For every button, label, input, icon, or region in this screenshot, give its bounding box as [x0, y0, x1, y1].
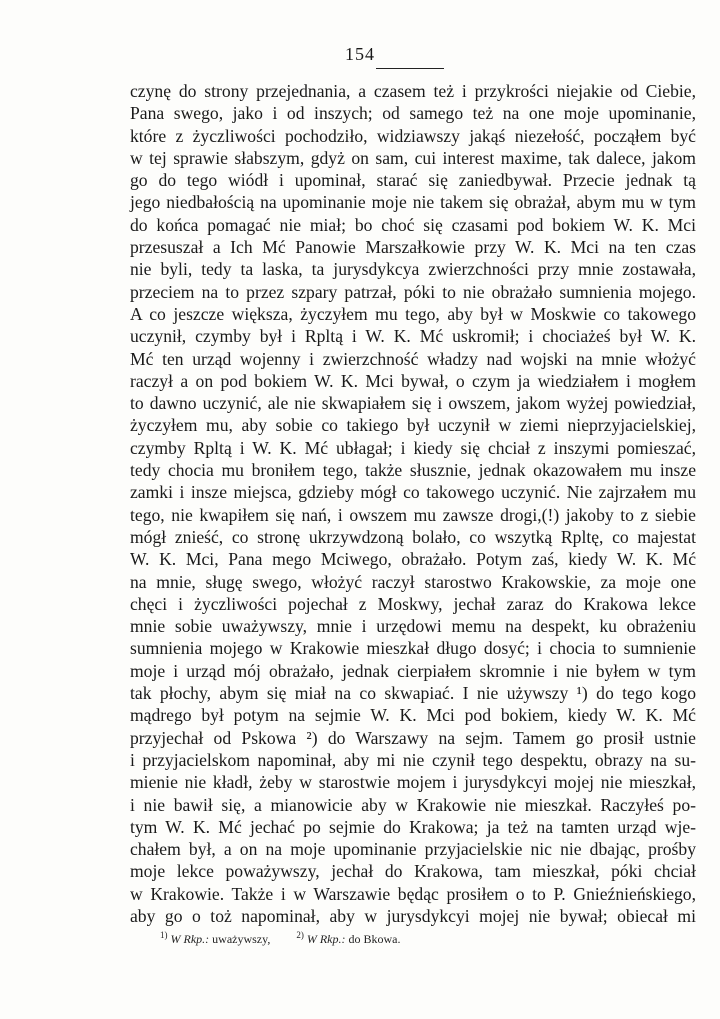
- text-line: mnie sobie uważywszy, mnie i urzędowi memu na despekt, ku obrażeniu: [130, 616, 696, 637]
- text-line: aby go o toż napominał, aby w jurysdykcyi mojej nie bywał; obiecał mi: [130, 905, 696, 926]
- text-line: go do tego wiódł i upominał, starać się zaniedbywał. Przecie jednak tą: [130, 170, 696, 191]
- text-line: chęci i życzliwości pojechał z Moskwy, jechał zaraz do Krakowa lekce: [130, 593, 696, 614]
- text-line: moje i urząd mój obrażało, jednak cierpiałem skromnie i nie byłem w tym: [130, 660, 696, 681]
- text-line: i przyjacielskom napominał, aby mi nie czynił tego despektu, obrazy na su-: [130, 749, 696, 770]
- text-line: życzyłem mu, aby sobie co takiego był uczynił w ziemi nieprzyjacielskiej,: [130, 415, 696, 436]
- text-line: nie byli, tedy ta laska, ta jurysdykcya zwierzchności przy mnie zostawała,: [130, 259, 696, 280]
- text-line: Mć ten urząd wojenny i zwierzchność władzy nad wojski na mnie włożyć: [130, 348, 696, 369]
- text-line: przesuszał a Ich Mć Panowie Marszałkowie przy W. K. Mci na ten czas: [130, 237, 696, 258]
- text-line: tego, nie kwapiłem się nań, i owszem mu zawsze drogi,(!) jakoby to z siebie: [130, 504, 696, 525]
- footnote-1: [160, 932, 273, 946]
- text-line: i nie bawił się, a mianowicie aby w Krakowie nie mieszkał. Raczyłeś po-: [130, 794, 696, 815]
- text-line: w Krakowie. Także i w Warszawie będąc prosiłem o to P. Gnieźnieńskiego,: [130, 883, 696, 904]
- body-text: [130, 80, 696, 927]
- text-line: mógł znieść, co stronę ukrzywdzoną bolało, co wszytką Rpltę, co majestat: [130, 526, 696, 547]
- text-line: chałem był, a on na moje upominanie przyjacielskie nic nie dbając, prośby: [130, 839, 696, 860]
- text-line: na mnie, sługę swego, włożyć raczył starostwo Krakowskie, za moje one: [130, 571, 696, 592]
- text-line: A co jeszcze większa, życzyłem mu tego, aby był w Moskwie co takowego: [130, 303, 696, 324]
- footnote-1-marker: 1): [160, 930, 168, 940]
- text-line: przyjechał od Pskowa ²) do Warszawy na sejm. Tamem go prosił ustnie: [130, 727, 696, 748]
- text-line: do końca pomagać nie miał; bo choć się czasami pod bokiem W. K. Mci: [130, 214, 696, 235]
- text-line: mienie nie kładł, żeby w starostwie mojem i jurysdykcyi mojej nie mieszkał,: [130, 772, 696, 793]
- text-line: zamki i insze miejsca, gdzieby mógł co takowego uczynić. Nie zajrzałem mu: [130, 482, 696, 503]
- text-line: przeciem na to przez szpary patrzał, póki to nie obrażało sumnienia mojego.: [130, 281, 696, 302]
- text-line: Pana swego, jako i od inszych; od samego też na one moje upominanie,: [130, 103, 696, 124]
- text-line: raczył a on pod bokiem W. K. Mci bywał, o czym ja wiedziałem i mogłem: [130, 370, 696, 391]
- text-line: to dawno uczynić, ale nie skwapiałem się i owszem, jakom wyżej powiedział,: [130, 393, 696, 414]
- text-line: czynę do strony przejednania, a czasem też i przykrości niejakie od Ciebie,: [130, 81, 696, 101]
- footnote-2-text: do Bkowa.: [348, 932, 401, 946]
- footnotes: [160, 930, 401, 947]
- page-number-rule: [376, 68, 444, 69]
- text-line: W. K. Mci, Pana mego Mciwego, obrażało. Potym zaś, kiedy W. K. Mć: [130, 549, 696, 570]
- footnote-2: [296, 932, 400, 946]
- footnote-1-text: uważywszy,: [212, 932, 271, 946]
- text-line: tak płochy, abym się miał na co skwapiać. I nie używszy ¹) do tego kogo: [130, 683, 696, 704]
- footnote-1-source: W Rkp.:: [170, 932, 210, 946]
- page-number: 154: [345, 44, 375, 64]
- text-line: mądrego był potym na sejmie W. K. Mci pod bokiem, kiedy W. K. Mć: [130, 705, 696, 726]
- footnote-2-marker: 2): [296, 930, 304, 940]
- text-line: które z życzliwości pochodziło, widziawszy jakąś niezełość, począłem być: [130, 125, 696, 146]
- text-line: tedy chocia mu broniłem tego, także słusznie, jednak okazowałem mu insze: [130, 460, 696, 481]
- text-line: jego niedbałością na upominanie moje nie takem się obrażał, abym mu w tym: [130, 192, 696, 213]
- text-line: w tej sprawie słabszym, gdyż on sam, cui interest maxime, tak dalece, jakom: [130, 147, 696, 168]
- text-line: moje lekce poważywszy, jechał do Krakowa, tam mieszkał, póki chciał: [130, 861, 696, 882]
- text-line: sumnienia mojego w Krakowie mieszkał długo dosyć; i chocia to sumnienie: [130, 638, 696, 659]
- text-line: czymby Rpltą i W. K. Mć ubłagał; i kiedy się chciał z inszymi pomieszać,: [130, 437, 696, 458]
- footnote-2-source: W Rkp.:: [306, 932, 346, 946]
- text-line: uczynił, czymby był i Rpltą i W. K. Mć uskromił; i chociażeś był W. K.: [130, 326, 696, 347]
- text-line: tym W. K. Mć jechać po sejmie do Krakowa; ja też na tamten urząd wje-: [130, 816, 696, 837]
